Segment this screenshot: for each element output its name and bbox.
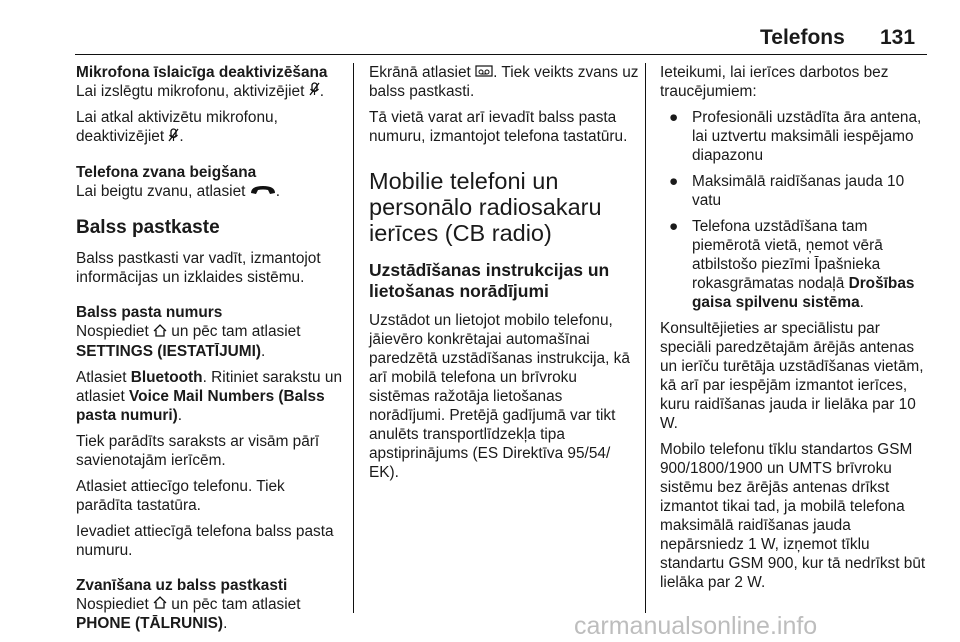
call-voicemail-title: Zvanīšana uz balss pastkasti: [76, 576, 288, 594]
column-1: [76, 63, 344, 640]
mute-p1-end: .: [319, 83, 324, 100]
mic-mute-icon: [168, 128, 179, 147]
voicemail-number-p2: [76, 368, 344, 425]
consult-paragraph: Konsultējieties ar speciālistu par speciāli paredzētajām ārējās antenas un ierīču turētāja uzstādīšanas vietām, kā arī par iespējām izmantot ierīces, kuru raidīšanas jauda ir lielāka par 10 W.: [660, 320, 924, 432]
column-3: [660, 63, 932, 599]
airbag-section-reference: Drošības gaisa spilvenu sistēma: [692, 275, 915, 311]
voicemail-icon: [475, 63, 493, 82]
installation-body: Uzstādot un lietojot mobilo telefonu, jāievēro konkrētajai automašīnai paredzētā uzstādīšanas instrukcija, kā arī mobilā telefona un brīvroku sistēmas ražotāja lietošanas norādījumi. Pretējā gadījumā var tikt anulēts transportlīdzekļa tipa apstiprinājums (ES Direktīva 95/54/ EK).: [369, 312, 630, 482]
mute-p1-text: Lai izslēgtu mikrofonu, aktivizējiet: [76, 83, 305, 100]
header-divider: [75, 54, 927, 55]
column-2: [369, 63, 639, 489]
end-call-text: Lai beigtu zvanu, atlasiet: [76, 182, 246, 200]
end-call-icon: [250, 182, 276, 201]
voicemail-keypad-paragraph: Tā vietā varat arī ievadīt balss pasta numuru, izmantojot telefona tastatūru.: [369, 109, 628, 146]
call-p1-end: .: [223, 615, 228, 633]
page-number: 131: [880, 26, 916, 49]
list-item: [660, 217, 932, 312]
call-p1-mid: un pēc tam atlasiet: [171, 595, 301, 613]
voicemail-number-p4: Atlasiet attiecīgo telefonu. Tiek parādīta tastatūra.: [76, 477, 285, 514]
call-p1-text: Nospiediet: [76, 595, 149, 613]
installation-subheading: Uzstādīšanas instrukcijas un lietošanas norādījumi: [369, 260, 610, 302]
end-call-title: Telefona zvana beigšana: [76, 163, 257, 181]
col2-p1-end: . Tiek veikts zvans uz balss pastkasti.: [369, 64, 639, 101]
mic-mute-icon: [309, 82, 320, 101]
number-p2-mid: . Ritiniet sarakstu un atlasiet: [76, 368, 343, 405]
settings-menu-label: SETTINGS (IESTATĪJUMI): [76, 342, 261, 360]
end-call-paragraph: [76, 182, 344, 201]
page-header: [0, 0, 960, 58]
mute-p2-end: .: [179, 128, 184, 146]
bullet-text: Telefona uzstādīšana tam piemērotā vietā, ņemot vērā atbilstošo piezīmi Īpašnieka rokasgrāmatas nodaļā: [692, 218, 883, 292]
voicemail-intro: Balss pastkasti var vadīt, izmantojot informācijas un izklaides sistēmu.: [76, 250, 321, 287]
recommendations-intro: Ieteikumi, lai ierīces darbotos bez traucējumiem:: [660, 64, 889, 100]
voicemail-select-paragraph: [369, 63, 639, 101]
list-item: [660, 108, 932, 165]
voicemail-heading: Balss pastkaste: [76, 217, 220, 239]
list-item: [660, 172, 932, 210]
mute-paragraph-1: [76, 82, 344, 101]
mute-p2-text: Lai atkal aktivizētu mikrofonu, deaktivizējiet: [76, 109, 278, 146]
call-voicemail-p1: [76, 595, 344, 633]
voicemail-number-p1: [76, 322, 344, 360]
bullet-end: .: [859, 294, 864, 311]
watermark: carmanualsonline.info: [574, 612, 818, 640]
end-call-end: .: [275, 182, 280, 200]
number-p1-text: Nospiediet: [76, 323, 149, 341]
number-p2-end: .: [177, 406, 183, 424]
home-icon: [153, 323, 167, 342]
column-divider-2: [645, 63, 646, 613]
phone-menu-label: PHONE (TĀLRUNIS): [76, 615, 224, 633]
bullet-icon: ●: [669, 109, 679, 126]
recommendations-list: [660, 108, 932, 312]
bluetooth-menu-label: Bluetooth: [130, 368, 203, 386]
bullet-icon: ●: [669, 218, 679, 235]
section-title: Telefons: [760, 26, 845, 49]
bullet-text: Maksimālā raidīšanas jauda 10 vatu: [692, 173, 905, 209]
number-p2-text: Atlasiet: [76, 368, 127, 386]
voicemail-number-title: Balss pasta numurs: [76, 304, 223, 322]
mute-title: Mikrofona īslaicīga deaktivizēšana: [76, 64, 328, 81]
mobile-phones-heading: Mobilie telefoni un personālo radiosakaru ierīces (CB radio): [369, 168, 602, 247]
bullet-text: Profesionāli uzstādīta āra antena, lai uztvertu maksimāli iespējamo diapazonu: [692, 109, 922, 164]
bullet-icon: ●: [669, 173, 679, 190]
column-divider-1: [353, 63, 354, 613]
voicemail-number-p3: Tiek parādīts saraksts ar visām pārī savienotajām ierīcēm.: [76, 432, 320, 469]
voicemail-number-p5: Ievadiet attiecīgā telefona balss pasta numuru.: [76, 522, 334, 559]
voice-mail-numbers-label: Voice Mail Numbers (Balss pasta numuri): [76, 387, 325, 424]
number-p1-end: .: [260, 342, 266, 360]
col2-p1-text: Ekrānā atlasiet: [369, 64, 471, 81]
home-icon: [153, 595, 167, 614]
number-p1-mid: un pēc tam atlasiet: [171, 323, 301, 341]
mute-paragraph-2: [76, 108, 344, 146]
gsm-paragraph: Mobilo telefonu tīklu standartos GSM 900/1800/1900 un UMTS brīvroku sistēmu bez ārējās antenas drīkst izmantot tikai tad, ja mobilā telefona maksimālā raidīšanas jauda nepārsniedz 1 W, izņemot tīklu standartu GSM 900, kur tā nedrīkst būt lielāka par 2 W.: [660, 441, 926, 591]
